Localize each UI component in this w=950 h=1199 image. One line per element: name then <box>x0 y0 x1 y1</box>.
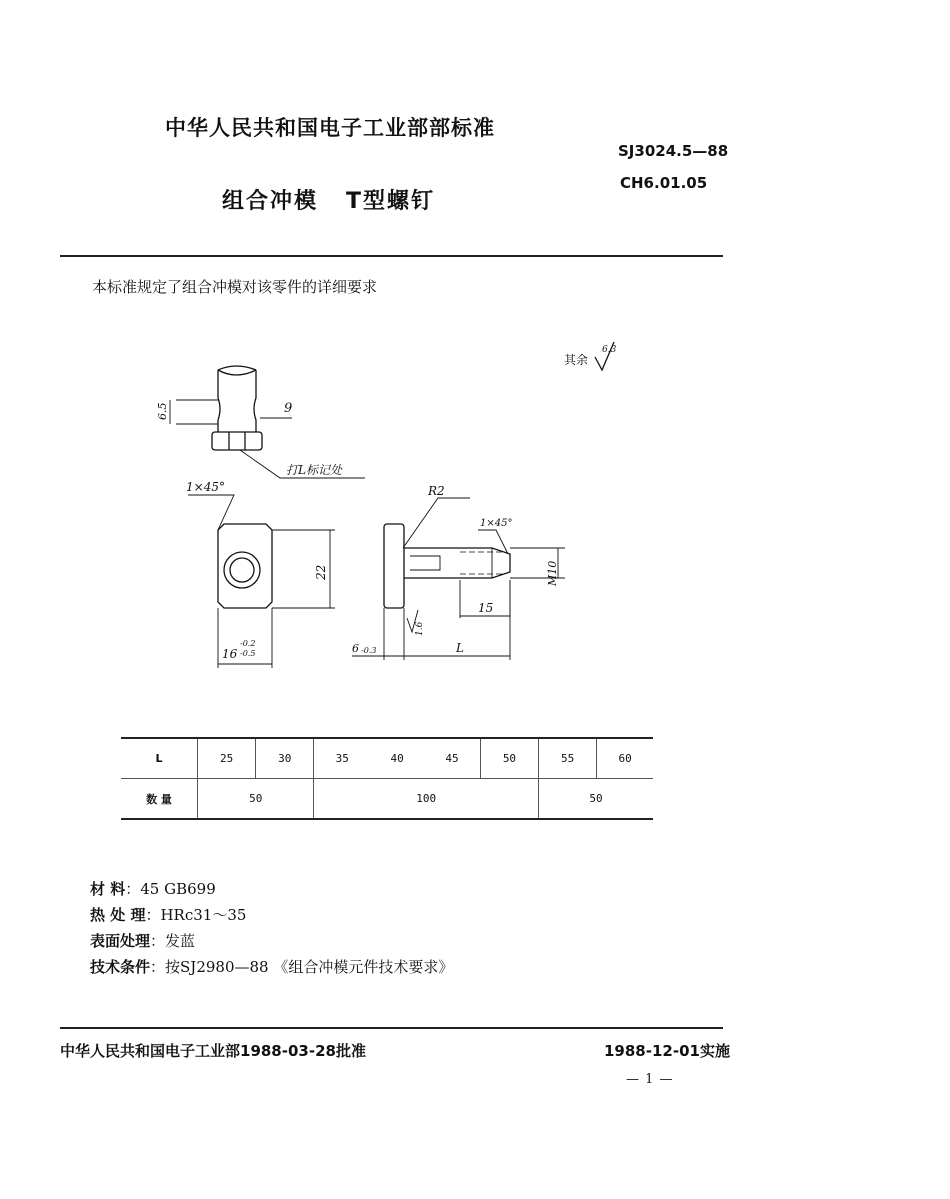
title-part-a: 组合冲模 <box>222 189 319 214</box>
approval-note: 中华人民共和国电子工业部1988-03-28批准 <box>60 1042 366 1060</box>
table-cell: 60 <box>597 738 653 779</box>
table-cell: 30 <box>256 738 314 779</box>
dim-6-label: 6 <box>352 642 359 655</box>
property-key: 材 料 <box>90 880 126 898</box>
thread-label: M10 <box>546 560 559 586</box>
page-number: — 1 — <box>626 1072 674 1087</box>
property-key: 热 处 理 <box>90 906 146 924</box>
property-material: 材 料：45 GB699 <box>90 880 216 898</box>
table-cell: 35 <box>314 738 370 779</box>
front-view-square-head <box>218 524 272 608</box>
dim-15-label: 15 <box>478 601 494 615</box>
property-value: HRc31～35 <box>160 906 247 924</box>
table-header-l: L <box>121 738 198 779</box>
dim-6-5-label: 6.5 <box>156 402 169 420</box>
document-title <box>222 184 435 215</box>
table-cell: 25 <box>198 738 256 779</box>
property-key: 表面处理 <box>90 932 151 950</box>
chamfer-head-label: 1×45° <box>186 480 225 494</box>
technical-drawing <box>140 340 640 680</box>
property-surface-treatment: 表面处理：发蓝 <box>90 932 196 950</box>
property-technical-conditions: 技术条件：按SJ2980—88 《组合冲模元件技术要求》 <box>90 958 454 976</box>
property-heat-treatment: 热 处 理：HRc31～35 <box>90 906 247 924</box>
property-value: 45 GB699 <box>140 880 216 898</box>
header-divider <box>60 255 723 257</box>
thread-line <box>460 552 505 574</box>
top-view-neck <box>218 398 256 420</box>
leader-chamfer-thread <box>478 530 508 554</box>
property-value: 发蓝 <box>165 932 196 950</box>
title-part-b: T型螺钉 <box>346 189 436 214</box>
dim-16-tol-upper: -0.2 <box>240 639 256 648</box>
intro-text: 本标准规定了组合冲模对该零件的详细要求 <box>92 278 378 296</box>
length-quantity-table <box>121 737 653 820</box>
roughness-rest-label: 其余 <box>564 353 589 367</box>
leader-chamfer-head <box>188 495 234 530</box>
property-key: 技术条件 <box>90 958 151 976</box>
footer-divider <box>60 1027 723 1029</box>
radius-label: R2 <box>428 484 445 498</box>
roughness-rest-value: 6.3 <box>602 345 617 355</box>
side-view-slot <box>410 556 440 570</box>
standard-code: SJ3024.5—88 <box>618 142 729 160</box>
material-properties <box>90 876 453 980</box>
property-value: 按SJ2980—88 《组合冲模元件技术要求》 <box>165 958 454 976</box>
effective-date: 1988-12-01实施 <box>604 1042 730 1060</box>
dim-22-label: 22 <box>314 564 328 580</box>
table-row-length <box>121 738 653 779</box>
table-cell: 50 <box>480 738 538 779</box>
chamfer-thread-label: 1×45° <box>480 518 513 529</box>
roughness-face-label: 1.6 <box>415 621 425 636</box>
side-view-shank <box>404 548 510 578</box>
classification-code: CH6.01.05 <box>620 174 708 192</box>
mark-note: 打L标记处 <box>286 463 342 477</box>
leader-r2 <box>403 498 470 548</box>
dim-line-6-5 <box>170 400 218 424</box>
top-view-break-line <box>218 366 256 370</box>
table-cell: 50 <box>198 779 314 820</box>
dim-16-label: 16 <box>222 647 238 661</box>
table-cell: 100 <box>314 779 539 820</box>
dim-9-label: 9 <box>284 401 293 416</box>
table-header-quantity: 数 量 <box>121 779 198 820</box>
side-view-head <box>384 524 404 608</box>
table-cell: 40 <box>370 738 424 779</box>
top-view-head <box>212 432 262 450</box>
dim-16-tol-lower: -0.5 <box>240 649 256 658</box>
dim-6-tol: -0.3 <box>361 646 377 655</box>
table-cell: 55 <box>539 738 597 779</box>
issuing-organization: 中华人民共和国电子工业部部标准 <box>165 116 495 140</box>
table-cell: 50 <box>589 792 603 805</box>
table-cell: 45 <box>424 738 480 779</box>
table-row-quantity <box>121 779 653 820</box>
dim-l-label: L <box>456 641 464 655</box>
